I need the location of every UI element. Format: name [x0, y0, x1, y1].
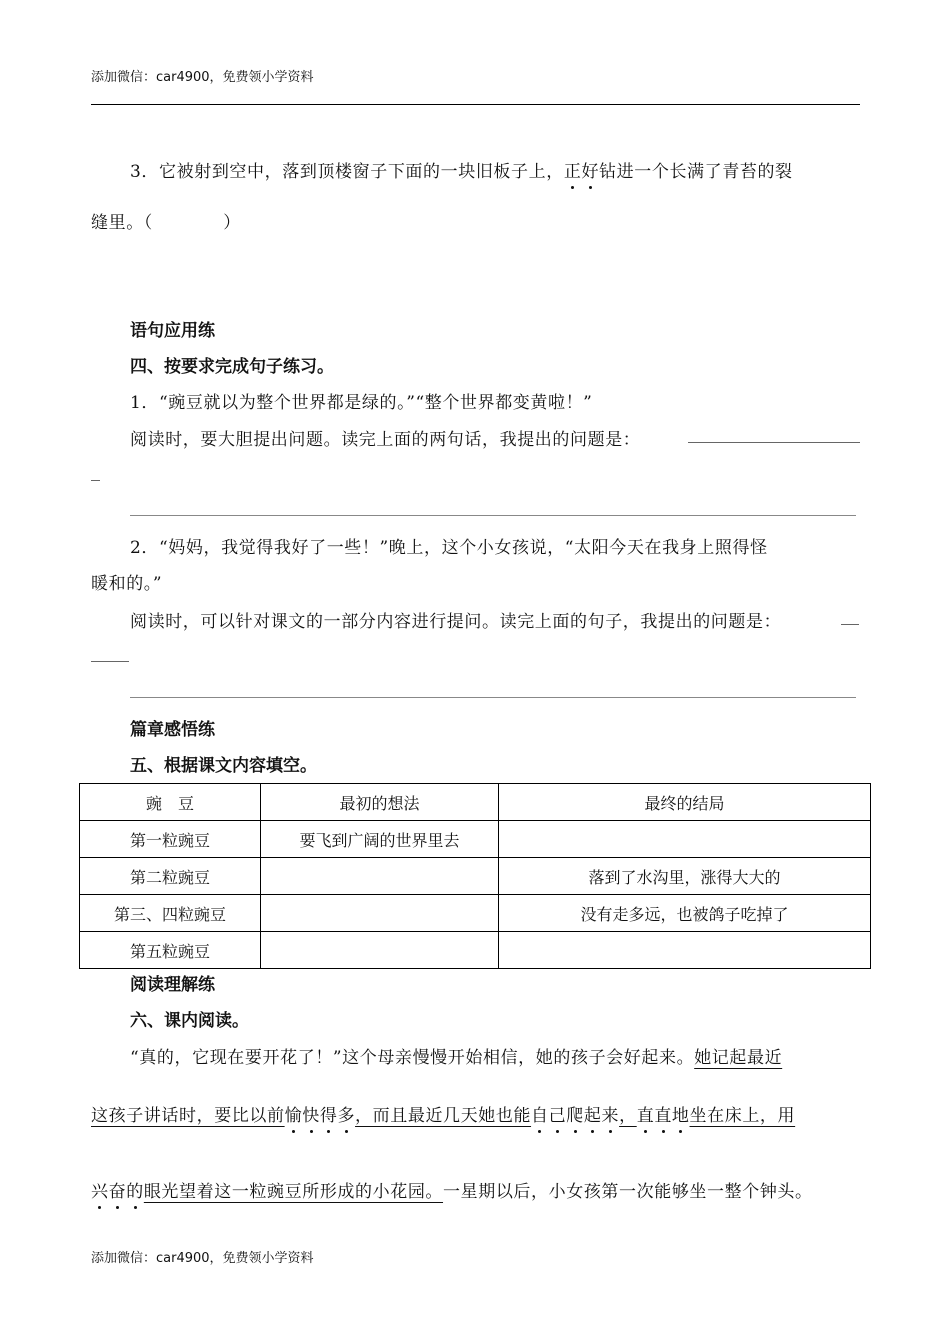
- table-cell: 落到了水沟里，涨得大大的: [499, 858, 871, 895]
- table-cell-blank[interactable]: [261, 932, 499, 969]
- q4-1-answer-line[interactable]: [130, 515, 856, 516]
- section-title-sentence-practice: 语句应用练: [130, 321, 215, 341]
- table-row: [80, 932, 871, 969]
- passage-line2: [91, 1101, 795, 1126]
- table-header-cell: 最初的想法: [261, 784, 499, 821]
- q4-2-answer-blank-wrap: [91, 661, 129, 662]
- passage-line1: [130, 1043, 782, 1068]
- passage-underlined-segment: [91, 1182, 443, 1202]
- table-cell: 第二粒豌豆: [80, 858, 261, 895]
- table-cell: 要飞到广阔的世界里去: [261, 821, 499, 858]
- q4-2-line1: 2．“妈妈，我觉得我好了一些！”晚上，这个小女孩说，“太阳今天在我身上照得怪: [130, 538, 768, 558]
- table-cell-blank[interactable]: [261, 858, 499, 895]
- passage-dotted-char: 自: [531, 1101, 549, 1126]
- table-cell-blank[interactable]: [499, 932, 871, 969]
- table-cell-blank[interactable]: [261, 895, 499, 932]
- q3-line1: [130, 157, 793, 182]
- header-divider: [91, 104, 860, 105]
- q3-line2: 缝里。（ ）: [91, 213, 241, 233]
- q3-dotted-char: 好: [581, 157, 599, 182]
- q4-1-answer-blank[interactable]: [688, 442, 860, 443]
- passage-dotted-char: 直: [637, 1101, 655, 1126]
- q3-line1-post: 钻进一个长满了青苔的裂: [599, 162, 793, 182]
- passage-dotted-char: 起: [584, 1101, 602, 1126]
- q4-1-prompt: 阅读时，要大胆提出问题。读完上面的两句话，我提出的问题是：: [130, 430, 641, 450]
- passage-dotted-char: 兴: [91, 1177, 109, 1202]
- q4-2-prompt: 阅读时，可以针对课文的一部分内容进行提问。读完上面的句子，我提出的问题是：: [130, 612, 782, 632]
- passage-underlined-text: ，而且最近几天她也能: [355, 1106, 532, 1126]
- table-cell: 第三、四粒豌豆: [80, 895, 261, 932]
- section-five-title: 五、根据课文内容填空。: [130, 756, 317, 776]
- passage-underlined-text: 这孩子讲话时，要比以前: [91, 1106, 285, 1126]
- q4-2-line2: 暖和的。”: [91, 574, 163, 594]
- pea-table: [79, 783, 871, 969]
- table-header-cell: 最终的结局: [499, 784, 871, 821]
- passage-dotted-char: 愉: [285, 1101, 303, 1126]
- passage-dotted-char: 快: [302, 1101, 320, 1126]
- table-header-cell: 豌 豆: [80, 784, 261, 821]
- header-text: 添加微信：car4900，免费领小学资料: [91, 70, 314, 85]
- passage-text: 一星期以后，小女孩第一次能够坐一整个钟头。: [443, 1182, 813, 1202]
- passage-dotted-char: 奋: [109, 1177, 127, 1202]
- passage-line3: [91, 1177, 813, 1202]
- passage-dotted-char: 直: [654, 1101, 672, 1126]
- passage-dotted-char: 己: [549, 1101, 567, 1126]
- section-four-title: 四、按要求完成句子练习。: [130, 357, 334, 377]
- table-row: [80, 821, 871, 858]
- table-cell-blank[interactable]: [499, 821, 871, 858]
- passage-dotted-char: 爬: [566, 1101, 584, 1126]
- table-cell: 没有走多远，也被鸽子吃掉了: [499, 895, 871, 932]
- q4-2-answer-line[interactable]: [130, 697, 856, 698]
- footer-text: 添加微信：car4900，免费领小学资料: [91, 1251, 314, 1266]
- table-header-row: [80, 784, 871, 821]
- table-row: [80, 895, 871, 932]
- passage-underlined-text: 眼光望着这一粒豌豆所形成的小花园。: [143, 1182, 444, 1202]
- passage-dotted-char: 的: [126, 1177, 144, 1202]
- passage-underlined-text: 她记起最近: [694, 1048, 783, 1068]
- q4-1-answer-blank-wrap: [91, 480, 100, 481]
- q4-2-answer-blank[interactable]: [841, 624, 859, 625]
- section-title-reading-practice: 阅读理解练: [130, 975, 215, 995]
- section-six-title: 六、课内阅读。: [130, 1011, 249, 1031]
- q3-dotted-char: 正: [564, 157, 582, 182]
- q3-line1-pre: 3．它被射到空中，落到顶楼窗子下面的一块旧板子上，: [130, 162, 564, 182]
- passage-dotted-char: 来: [601, 1101, 619, 1126]
- passage-dotted-char: 多: [337, 1101, 355, 1126]
- passage-underlined-text: ，: [619, 1106, 637, 1126]
- passage-dotted-char: 地: [672, 1101, 690, 1126]
- passage-underlined-text: 坐在床上，用: [689, 1106, 796, 1126]
- passage-dotted-char: 得: [320, 1101, 338, 1126]
- passage-text: “真的，它现在要开花了！”这个母亲慢慢开始相信，她的孩子会好起来。: [130, 1048, 695, 1068]
- q4-1-text: 1．“豌豆就以为整个世界都是绿的。”“整个世界都变黄啦！”: [130, 393, 593, 413]
- table-cell: 第一粒豌豆: [80, 821, 261, 858]
- table-cell: 第五粒豌豆: [80, 932, 261, 969]
- section-title-chapter-practice: 篇章感悟练: [130, 720, 215, 740]
- table-row: [80, 858, 871, 895]
